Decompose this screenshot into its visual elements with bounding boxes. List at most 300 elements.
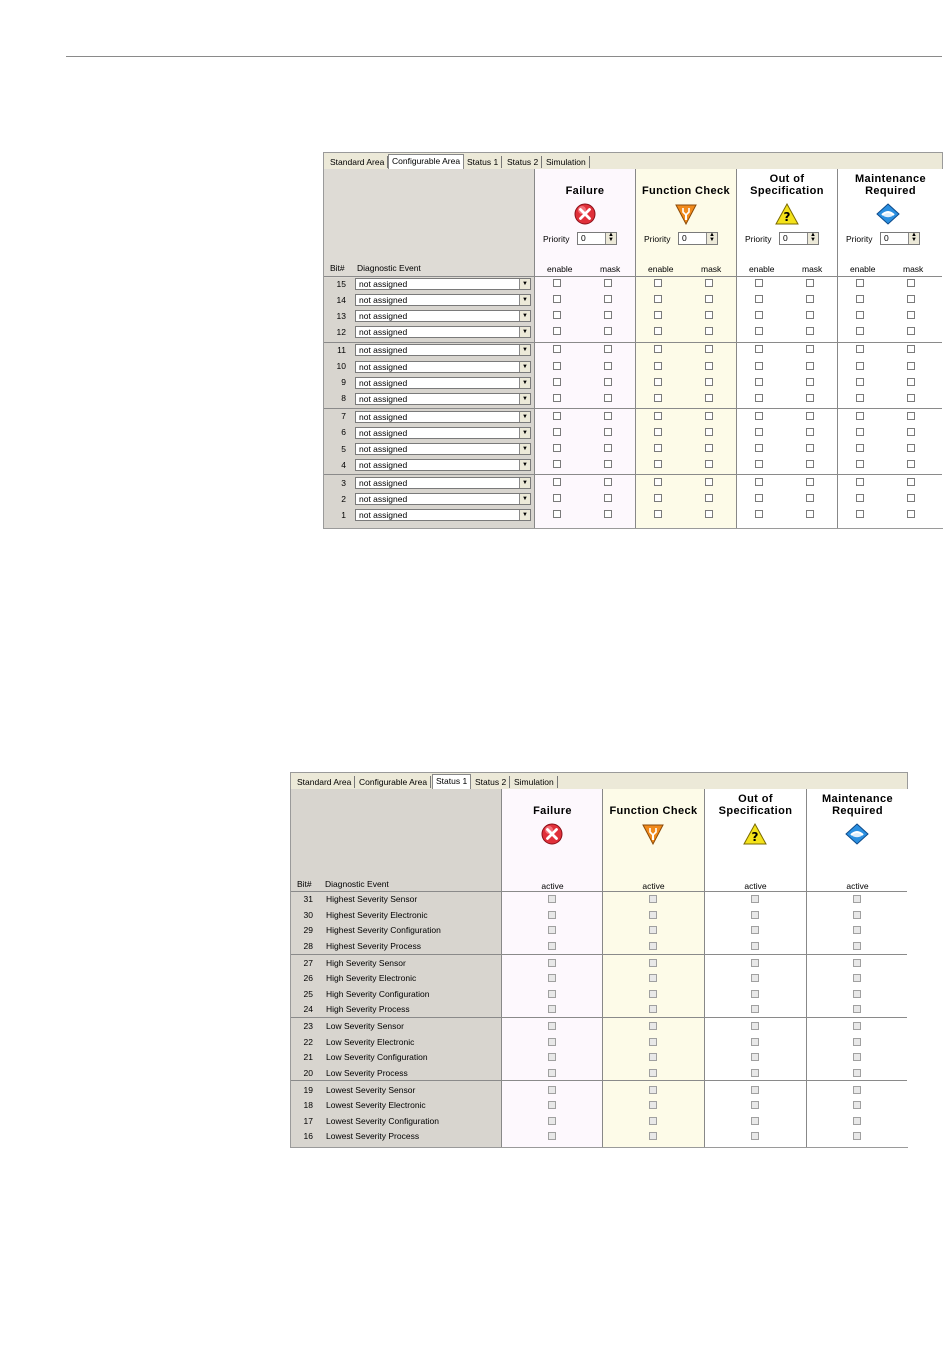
mask-checkbox-out-of-spec[interactable] — [806, 412, 814, 420]
mask-checkbox-failure[interactable] — [604, 362, 612, 370]
row-bit-number: 7 — [341, 411, 346, 422]
group-separator — [291, 891, 907, 892]
active-checkbox-out-of-spec — [751, 1005, 759, 1013]
row-bit-number: 25 — [303, 988, 313, 999]
active-checkbox-function-check — [649, 1132, 657, 1140]
tab-standard-area[interactable]: Standard Area — [327, 156, 388, 168]
enable-checkbox-maintenance-required[interactable] — [856, 412, 864, 420]
chevron-down-icon[interactable]: ▼ — [519, 478, 530, 488]
mask-checkbox-function-check[interactable] — [705, 412, 713, 420]
enable-checkbox-out-of-spec[interactable] — [755, 394, 763, 402]
active-checkbox-maintenance-required — [853, 1038, 861, 1046]
diagnostic-event-label: Low Severity Configuration — [326, 1052, 428, 1062]
enable-checkbox-maintenance-required[interactable] — [856, 327, 864, 335]
mask-checkbox-function-check[interactable] — [705, 460, 713, 468]
diagnostic-event-label: High Severity Sensor — [326, 957, 406, 968]
enable-checkbox-function-check[interactable] — [654, 494, 662, 502]
enable-checkbox-function-check[interactable] — [654, 394, 662, 402]
diagnostic-event-dropdown[interactable] — [355, 509, 531, 521]
active-checkbox-out-of-spec — [751, 926, 759, 934]
failure-icon — [540, 823, 564, 845]
chevron-down-icon[interactable]: ▼ — [519, 494, 530, 504]
enable-checkbox-out-of-spec[interactable] — [755, 428, 763, 436]
enable-header: enable — [749, 264, 775, 274]
active-checkbox-out-of-spec — [751, 959, 759, 967]
enable-checkbox-function-check[interactable] — [654, 345, 662, 353]
active-checkbox-function-check — [649, 1069, 657, 1077]
dropdown-value: not assigned — [359, 345, 408, 356]
mask-checkbox-maintenance-required[interactable] — [907, 444, 915, 452]
row-bit-number: 15 — [336, 278, 346, 289]
diagnostic-event-dropdown[interactable] — [355, 344, 531, 356]
enable-checkbox-failure[interactable] — [553, 510, 561, 518]
mask-checkbox-out-of-spec[interactable] — [806, 428, 814, 436]
tab-status-2[interactable]: Status 2 — [504, 156, 542, 168]
mask-checkbox-function-check[interactable] — [705, 345, 713, 353]
chevron-down-icon[interactable]: ▼ — [519, 362, 530, 372]
row-bit-number: 3 — [341, 477, 346, 488]
tab-configurable-area[interactable]: Configurable Area — [388, 154, 464, 170]
mask-checkbox-function-check[interactable] — [705, 394, 713, 402]
chevron-down-icon[interactable]: ▼ — [519, 428, 530, 438]
tab-status-2[interactable]: Status 2 — [472, 776, 510, 788]
group-separator — [291, 954, 907, 955]
enable-checkbox-failure[interactable] — [553, 412, 561, 420]
mask-checkbox-out-of-spec[interactable] — [806, 362, 814, 370]
mask-header: mask — [701, 264, 722, 274]
chevron-down-icon[interactable]: ▼ — [519, 295, 530, 305]
diagnostic-event-label: Low Severity Sensor — [326, 1021, 404, 1031]
chevron-down-icon[interactable]: ▼ — [519, 378, 530, 388]
chevron-down-icon[interactable]: ▼ — [519, 327, 530, 337]
active-checkbox-out-of-spec — [751, 990, 759, 998]
chevron-down-icon[interactable]: ▼ — [519, 311, 530, 321]
enable-checkbox-maintenance-required[interactable] — [856, 311, 864, 319]
tab-simulation[interactable]: Simulation — [543, 156, 590, 168]
enable-checkbox-function-check[interactable] — [654, 412, 662, 420]
mask-checkbox-maintenance-required[interactable] — [907, 345, 915, 353]
priority-spinner[interactable] — [577, 232, 617, 245]
mask-checkbox-function-check[interactable] — [705, 444, 713, 452]
chevron-down-icon[interactable]: ▼ — [519, 394, 530, 404]
diagnostic-event-dropdown[interactable] — [355, 377, 531, 389]
row-bit-number: 2 — [341, 493, 346, 504]
enable-checkbox-failure[interactable] — [553, 378, 561, 386]
diagnostic-event-header: Diagnostic Event — [357, 263, 421, 273]
enable-checkbox-maintenance-required[interactable] — [856, 279, 864, 287]
tab-standard-area[interactable]: Standard Area — [294, 776, 355, 788]
enable-checkbox-maintenance-required[interactable] — [856, 394, 864, 402]
active-checkbox-out-of-spec — [751, 1132, 759, 1140]
active-checkbox-function-check — [649, 1022, 657, 1030]
column-title-failure: Failure — [533, 805, 572, 817]
active-checkbox-maintenance-required — [853, 942, 861, 950]
group-separator — [291, 1080, 907, 1081]
group-separator — [324, 474, 942, 475]
active-checkbox-failure — [548, 1132, 556, 1140]
priority-spinner[interactable] — [779, 232, 819, 245]
mask-checkbox-failure[interactable] — [604, 279, 612, 287]
enable-checkbox-maintenance-required[interactable] — [856, 494, 864, 502]
enable-checkbox-out-of-spec[interactable] — [755, 327, 763, 335]
row-bit-number: 29 — [303, 925, 313, 935]
row-bit-number: 21 — [303, 1052, 313, 1062]
diagnostic-event-dropdown[interactable] — [355, 493, 531, 505]
row-bit-number: 14 — [336, 294, 346, 305]
diagnostic-event-dropdown[interactable] — [355, 477, 531, 489]
enable-checkbox-out-of-spec[interactable] — [755, 510, 763, 518]
active-header: active — [642, 881, 665, 891]
enable-checkbox-maintenance-required[interactable] — [856, 378, 864, 386]
diagnostic-event-header: Diagnostic Event — [325, 879, 389, 889]
out-of-spec-icon — [775, 203, 799, 225]
mask-checkbox-out-of-spec[interactable] — [806, 478, 814, 486]
row-bit-number: 6 — [341, 427, 346, 438]
mask-checkbox-maintenance-required[interactable] — [907, 378, 915, 386]
enable-checkbox-function-check[interactable] — [654, 444, 662, 452]
diagnostic-event-dropdown[interactable] — [355, 361, 531, 373]
chevron-down-icon[interactable]: ▼ — [519, 345, 530, 355]
mask-checkbox-failure[interactable] — [604, 428, 612, 436]
dropdown-value: not assigned — [359, 393, 408, 404]
enable-checkbox-out-of-spec[interactable] — [755, 345, 763, 353]
mask-checkbox-failure[interactable] — [604, 460, 612, 468]
active-checkbox-maintenance-required — [853, 990, 861, 998]
column-title-out-of-spec: Specification — [750, 185, 824, 197]
diagnostic-event-dropdown[interactable] — [355, 310, 531, 322]
active-checkbox-function-check — [649, 990, 657, 998]
enable-checkbox-out-of-spec[interactable] — [755, 494, 763, 502]
dropdown-value: not assigned — [359, 361, 408, 372]
mask-checkbox-out-of-spec[interactable] — [806, 394, 814, 402]
mask-checkbox-maintenance-required[interactable] — [907, 478, 915, 486]
diagnostic-event-dropdown[interactable] — [355, 443, 531, 455]
enable-checkbox-function-check[interactable] — [654, 327, 662, 335]
row-bit-number: 9 — [341, 377, 346, 388]
enable-checkbox-maintenance-required[interactable] — [856, 362, 864, 370]
row-bit-number: 8 — [341, 393, 346, 404]
enable-checkbox-function-check[interactable] — [654, 428, 662, 436]
active-checkbox-maintenance-required — [853, 959, 861, 967]
enable-checkbox-maintenance-required[interactable] — [856, 460, 864, 468]
diagnostic-event-label: Highest Severity Configuration — [326, 925, 441, 935]
enable-checkbox-function-check[interactable] — [654, 478, 662, 486]
enable-checkbox-maintenance-required[interactable] — [856, 295, 864, 303]
enable-checkbox-failure[interactable] — [553, 460, 561, 468]
configurable-area-panel — [323, 152, 943, 529]
row-bit-number: 24 — [303, 1004, 313, 1014]
dropdown-value: not assigned — [359, 444, 408, 454]
enable-checkbox-failure[interactable] — [553, 394, 561, 402]
active-checkbox-out-of-spec — [751, 1101, 759, 1109]
active-header: active — [846, 881, 869, 891]
mask-checkbox-function-check[interactable] — [705, 428, 713, 436]
mask-checkbox-maintenance-required[interactable] — [907, 311, 915, 319]
mask-checkbox-failure[interactable] — [604, 494, 612, 502]
function-check-icon — [641, 823, 665, 845]
row-bit-number: 12 — [336, 326, 346, 337]
priority-label: Priority — [543, 234, 570, 244]
diagnostic-event-dropdown[interactable] — [355, 393, 531, 405]
active-checkbox-maintenance-required — [853, 926, 861, 934]
priority-label: Priority — [846, 234, 873, 244]
active-checkbox-failure — [548, 895, 556, 903]
mask-checkbox-failure[interactable] — [604, 478, 612, 486]
group-separator — [324, 408, 942, 409]
enable-checkbox-failure[interactable] — [553, 327, 561, 335]
diagnostic-event-dropdown[interactable] — [355, 326, 531, 338]
row-bit-number: 18 — [303, 1100, 313, 1110]
mask-checkbox-failure[interactable] — [604, 444, 612, 452]
column-title-function-check: Function Check — [641, 185, 731, 197]
row-bit-number: 11 — [337, 344, 346, 355]
mask-checkbox-function-check[interactable] — [705, 510, 713, 518]
mask-checkbox-function-check[interactable] — [705, 311, 713, 319]
enable-checkbox-out-of-spec[interactable] — [755, 295, 763, 303]
maintenance-icon — [845, 823, 869, 845]
active-checkbox-function-check — [649, 942, 657, 950]
mask-checkbox-out-of-spec[interactable] — [806, 345, 814, 353]
diagnostic-event-label: Lowest Severity Sensor — [326, 1084, 416, 1095]
mask-checkbox-failure[interactable] — [604, 311, 612, 319]
chevron-down-icon[interactable]: ▼ — [519, 510, 530, 520]
enable-checkbox-function-check[interactable] — [654, 295, 662, 303]
enable-checkbox-failure[interactable] — [553, 279, 561, 287]
active-checkbox-failure — [548, 1101, 556, 1109]
diagnostic-event-dropdown[interactable] — [355, 427, 531, 439]
enable-checkbox-maintenance-required[interactable] — [856, 478, 864, 486]
row-bit-number: 19 — [303, 1084, 313, 1095]
status-1-panel — [290, 772, 908, 1148]
priority-label: Priority — [745, 234, 772, 244]
mask-checkbox-maintenance-required[interactable] — [907, 460, 915, 468]
active-checkbox-failure — [548, 1069, 556, 1077]
chevron-down-icon[interactable]: ▼ — [519, 279, 530, 289]
enable-checkbox-out-of-spec[interactable] — [755, 460, 763, 468]
diagnostic-event-label: High Severity Electronic — [326, 973, 417, 983]
row-bit-number: 10 — [336, 361, 346, 371]
enable-checkbox-function-check[interactable] — [654, 510, 662, 518]
diagnostic-event-label: Low Severity Electronic — [326, 1036, 415, 1047]
active-checkbox-maintenance-required — [853, 1053, 861, 1061]
column-title-out-of-spec: Specification — [718, 805, 793, 817]
priority-spinner[interactable] — [880, 232, 920, 245]
row-bit-number: 22 — [303, 1036, 313, 1047]
active-checkbox-maintenance-required — [853, 1005, 861, 1013]
enable-checkbox-maintenance-required[interactable] — [856, 428, 864, 436]
svg-text:?: ? — [783, 210, 791, 224]
active-checkbox-out-of-spec — [751, 895, 759, 903]
enable-checkbox-out-of-spec[interactable] — [755, 444, 763, 452]
diagnostic-event-dropdown[interactable] — [355, 411, 531, 423]
active-checkbox-function-check — [649, 974, 657, 982]
diagnostic-event-label: Highest Severity Process — [326, 940, 421, 951]
mask-checkbox-failure[interactable] — [604, 394, 612, 402]
active-checkbox-out-of-spec — [751, 942, 759, 950]
mask-checkbox-function-check[interactable] — [705, 279, 713, 287]
enable-header: enable — [850, 264, 876, 274]
spinner-arrows[interactable]: ▲ ▼ — [908, 233, 919, 244]
column-title-function-check: Function Check — [609, 805, 698, 817]
enable-checkbox-out-of-spec[interactable] — [755, 378, 763, 386]
row-bit-number: 4 — [341, 459, 346, 470]
active-checkbox-maintenance-required — [853, 1117, 861, 1125]
column-title-maintenance-required: Maintenance — [854, 173, 927, 185]
mask-checkbox-maintenance-required[interactable] — [907, 428, 915, 436]
diagnostic-event-dropdown[interactable] — [355, 278, 531, 290]
chevron-down-icon[interactable]: ▼ — [519, 412, 530, 422]
column-title-maintenance-required: Maintenance — [821, 793, 894, 805]
active-checkbox-function-check — [649, 959, 657, 967]
mask-checkbox-out-of-spec[interactable] — [806, 378, 814, 386]
dropdown-value: not assigned — [359, 311, 408, 322]
column-title-out-of-spec: Out of — [769, 173, 805, 185]
active-checkbox-function-check — [649, 911, 657, 919]
dropdown-value: not assigned — [359, 510, 408, 521]
active-header: active — [541, 881, 564, 891]
diagnostic-event-label: Lowest Severity Electronic — [326, 1100, 426, 1110]
tab-status-1[interactable]: Status 1 — [464, 156, 502, 168]
priority-label: Priority — [644, 234, 671, 244]
active-checkbox-failure — [548, 911, 556, 919]
row-bit-number: 17 — [303, 1115, 313, 1126]
enable-checkbox-failure[interactable] — [553, 362, 561, 370]
spinner-arrows[interactable]: ▲ ▼ — [706, 233, 717, 244]
mask-checkbox-failure[interactable] — [604, 345, 612, 353]
mask-checkbox-function-check[interactable] — [705, 362, 713, 370]
active-checkbox-failure — [548, 974, 556, 982]
enable-checkbox-failure[interactable] — [553, 311, 561, 319]
mask-checkbox-out-of-spec[interactable] — [806, 311, 814, 319]
column-title-maintenance-required: Required — [832, 805, 883, 817]
diagnostic-event-dropdown[interactable] — [355, 459, 531, 471]
active-checkbox-maintenance-required — [853, 911, 861, 919]
row-bit-number: 16 — [303, 1131, 313, 1141]
function-check-icon — [674, 203, 698, 225]
event-list-header — [324, 169, 534, 278]
tab-configurable-area[interactable]: Configurable Area — [356, 776, 431, 788]
enable-checkbox-maintenance-required[interactable] — [856, 510, 864, 518]
diagnostic-event-label: Highest Severity Electronic — [326, 909, 428, 920]
group-separator — [291, 1017, 907, 1018]
enable-checkbox-out-of-spec[interactable] — [755, 412, 763, 420]
mask-checkbox-function-check[interactable] — [705, 478, 713, 486]
enable-checkbox-out-of-spec[interactable] — [755, 279, 763, 287]
enable-checkbox-maintenance-required[interactable] — [856, 444, 864, 452]
mask-header: mask — [600, 264, 621, 274]
mask-checkbox-maintenance-required[interactable] — [907, 412, 915, 420]
enable-checkbox-out-of-spec[interactable] — [755, 311, 763, 319]
enable-checkbox-failure[interactable] — [553, 428, 561, 436]
active-checkbox-out-of-spec — [751, 911, 759, 919]
mask-checkbox-out-of-spec[interactable] — [806, 444, 814, 452]
out-of-spec-icon — [743, 823, 767, 845]
dropdown-value: not assigned — [359, 427, 408, 438]
active-checkbox-maintenance-required — [853, 1132, 861, 1140]
row-bit-number: 26 — [303, 973, 313, 983]
mask-checkbox-out-of-spec[interactable] — [806, 295, 814, 303]
mask-header: mask — [903, 264, 924, 274]
enable-checkbox-out-of-spec[interactable] — [755, 362, 763, 370]
mask-checkbox-function-check[interactable] — [705, 378, 713, 386]
mask-checkbox-maintenance-required[interactable] — [907, 295, 915, 303]
row-bit-number: 1 — [341, 509, 346, 520]
enable-checkbox-function-check[interactable] — [654, 311, 662, 319]
mask-checkbox-maintenance-required[interactable] — [907, 394, 915, 402]
mask-checkbox-out-of-spec[interactable] — [806, 510, 814, 518]
active-checkbox-maintenance-required — [853, 1101, 861, 1109]
mask-checkbox-maintenance-required[interactable] — [907, 510, 915, 518]
chevron-down-icon[interactable]: ▼ — [519, 460, 530, 470]
enable-checkbox-maintenance-required[interactable] — [856, 345, 864, 353]
active-header: active — [744, 881, 767, 891]
priority-value: 0 — [783, 233, 788, 243]
dropdown-value: not assigned — [359, 460, 408, 471]
tab-bar — [324, 153, 942, 170]
active-checkbox-function-check — [649, 1086, 657, 1094]
enable-checkbox-failure[interactable] — [553, 295, 561, 303]
mask-checkbox-out-of-spec[interactable] — [806, 279, 814, 287]
mask-checkbox-maintenance-required[interactable] — [907, 279, 915, 287]
active-checkbox-failure — [548, 1038, 556, 1046]
diagnostic-event-label: Highest Severity Sensor — [326, 894, 418, 904]
spinner-arrows[interactable]: ▲ ▼ — [807, 233, 818, 244]
column-title-failure: Failure — [565, 185, 605, 197]
diagnostic-event-dropdown[interactable] — [355, 294, 531, 306]
mask-checkbox-out-of-spec[interactable] — [806, 494, 814, 502]
active-checkbox-failure — [548, 1022, 556, 1030]
mask-checkbox-failure[interactable] — [604, 327, 612, 335]
mask-checkbox-out-of-spec[interactable] — [806, 460, 814, 468]
active-checkbox-function-check — [649, 926, 657, 934]
enable-checkbox-failure[interactable] — [553, 494, 561, 502]
enable-checkbox-function-check[interactable] — [654, 460, 662, 468]
row-bit-number: 31 — [303, 894, 313, 904]
priority-value: 0 — [581, 233, 586, 243]
mask-checkbox-maintenance-required[interactable] — [907, 494, 915, 502]
active-checkbox-maintenance-required — [853, 1022, 861, 1030]
mask-checkbox-failure[interactable] — [604, 412, 612, 420]
mask-checkbox-maintenance-required[interactable] — [907, 362, 915, 370]
enable-checkbox-failure[interactable] — [553, 444, 561, 452]
mask-checkbox-out-of-spec[interactable] — [806, 327, 814, 335]
enable-checkbox-out-of-spec[interactable] — [755, 478, 763, 486]
chevron-down-icon[interactable]: ▼ — [519, 444, 530, 454]
tab-status-1[interactable]: Status 1 — [432, 774, 471, 790]
enable-checkbox-function-check[interactable] — [654, 362, 662, 370]
mask-checkbox-failure[interactable] — [604, 295, 612, 303]
mask-checkbox-failure[interactable] — [604, 378, 612, 386]
enable-checkbox-failure[interactable] — [553, 478, 561, 486]
active-checkbox-failure — [548, 942, 556, 950]
row-bit-number: 30 — [303, 909, 313, 920]
enable-checkbox-function-check[interactable] — [654, 378, 662, 386]
mask-checkbox-function-check[interactable] — [705, 494, 713, 502]
active-checkbox-failure — [548, 1005, 556, 1013]
mask-checkbox-function-check[interactable] — [705, 295, 713, 303]
active-checkbox-out-of-spec — [751, 1022, 759, 1030]
priority-spinner[interactable] — [678, 232, 718, 245]
enable-checkbox-failure[interactable] — [553, 345, 561, 353]
row-bit-number: 20 — [303, 1067, 313, 1078]
spinner-arrows[interactable]: ▲ ▼ — [605, 233, 616, 244]
enable-checkbox-function-check[interactable] — [654, 279, 662, 287]
active-checkbox-failure — [548, 959, 556, 967]
mask-checkbox-failure[interactable] — [604, 510, 612, 518]
mask-checkbox-function-check[interactable] — [705, 327, 713, 335]
mask-checkbox-maintenance-required[interactable] — [907, 327, 915, 335]
tab-simulation[interactable]: Simulation — [511, 776, 558, 788]
